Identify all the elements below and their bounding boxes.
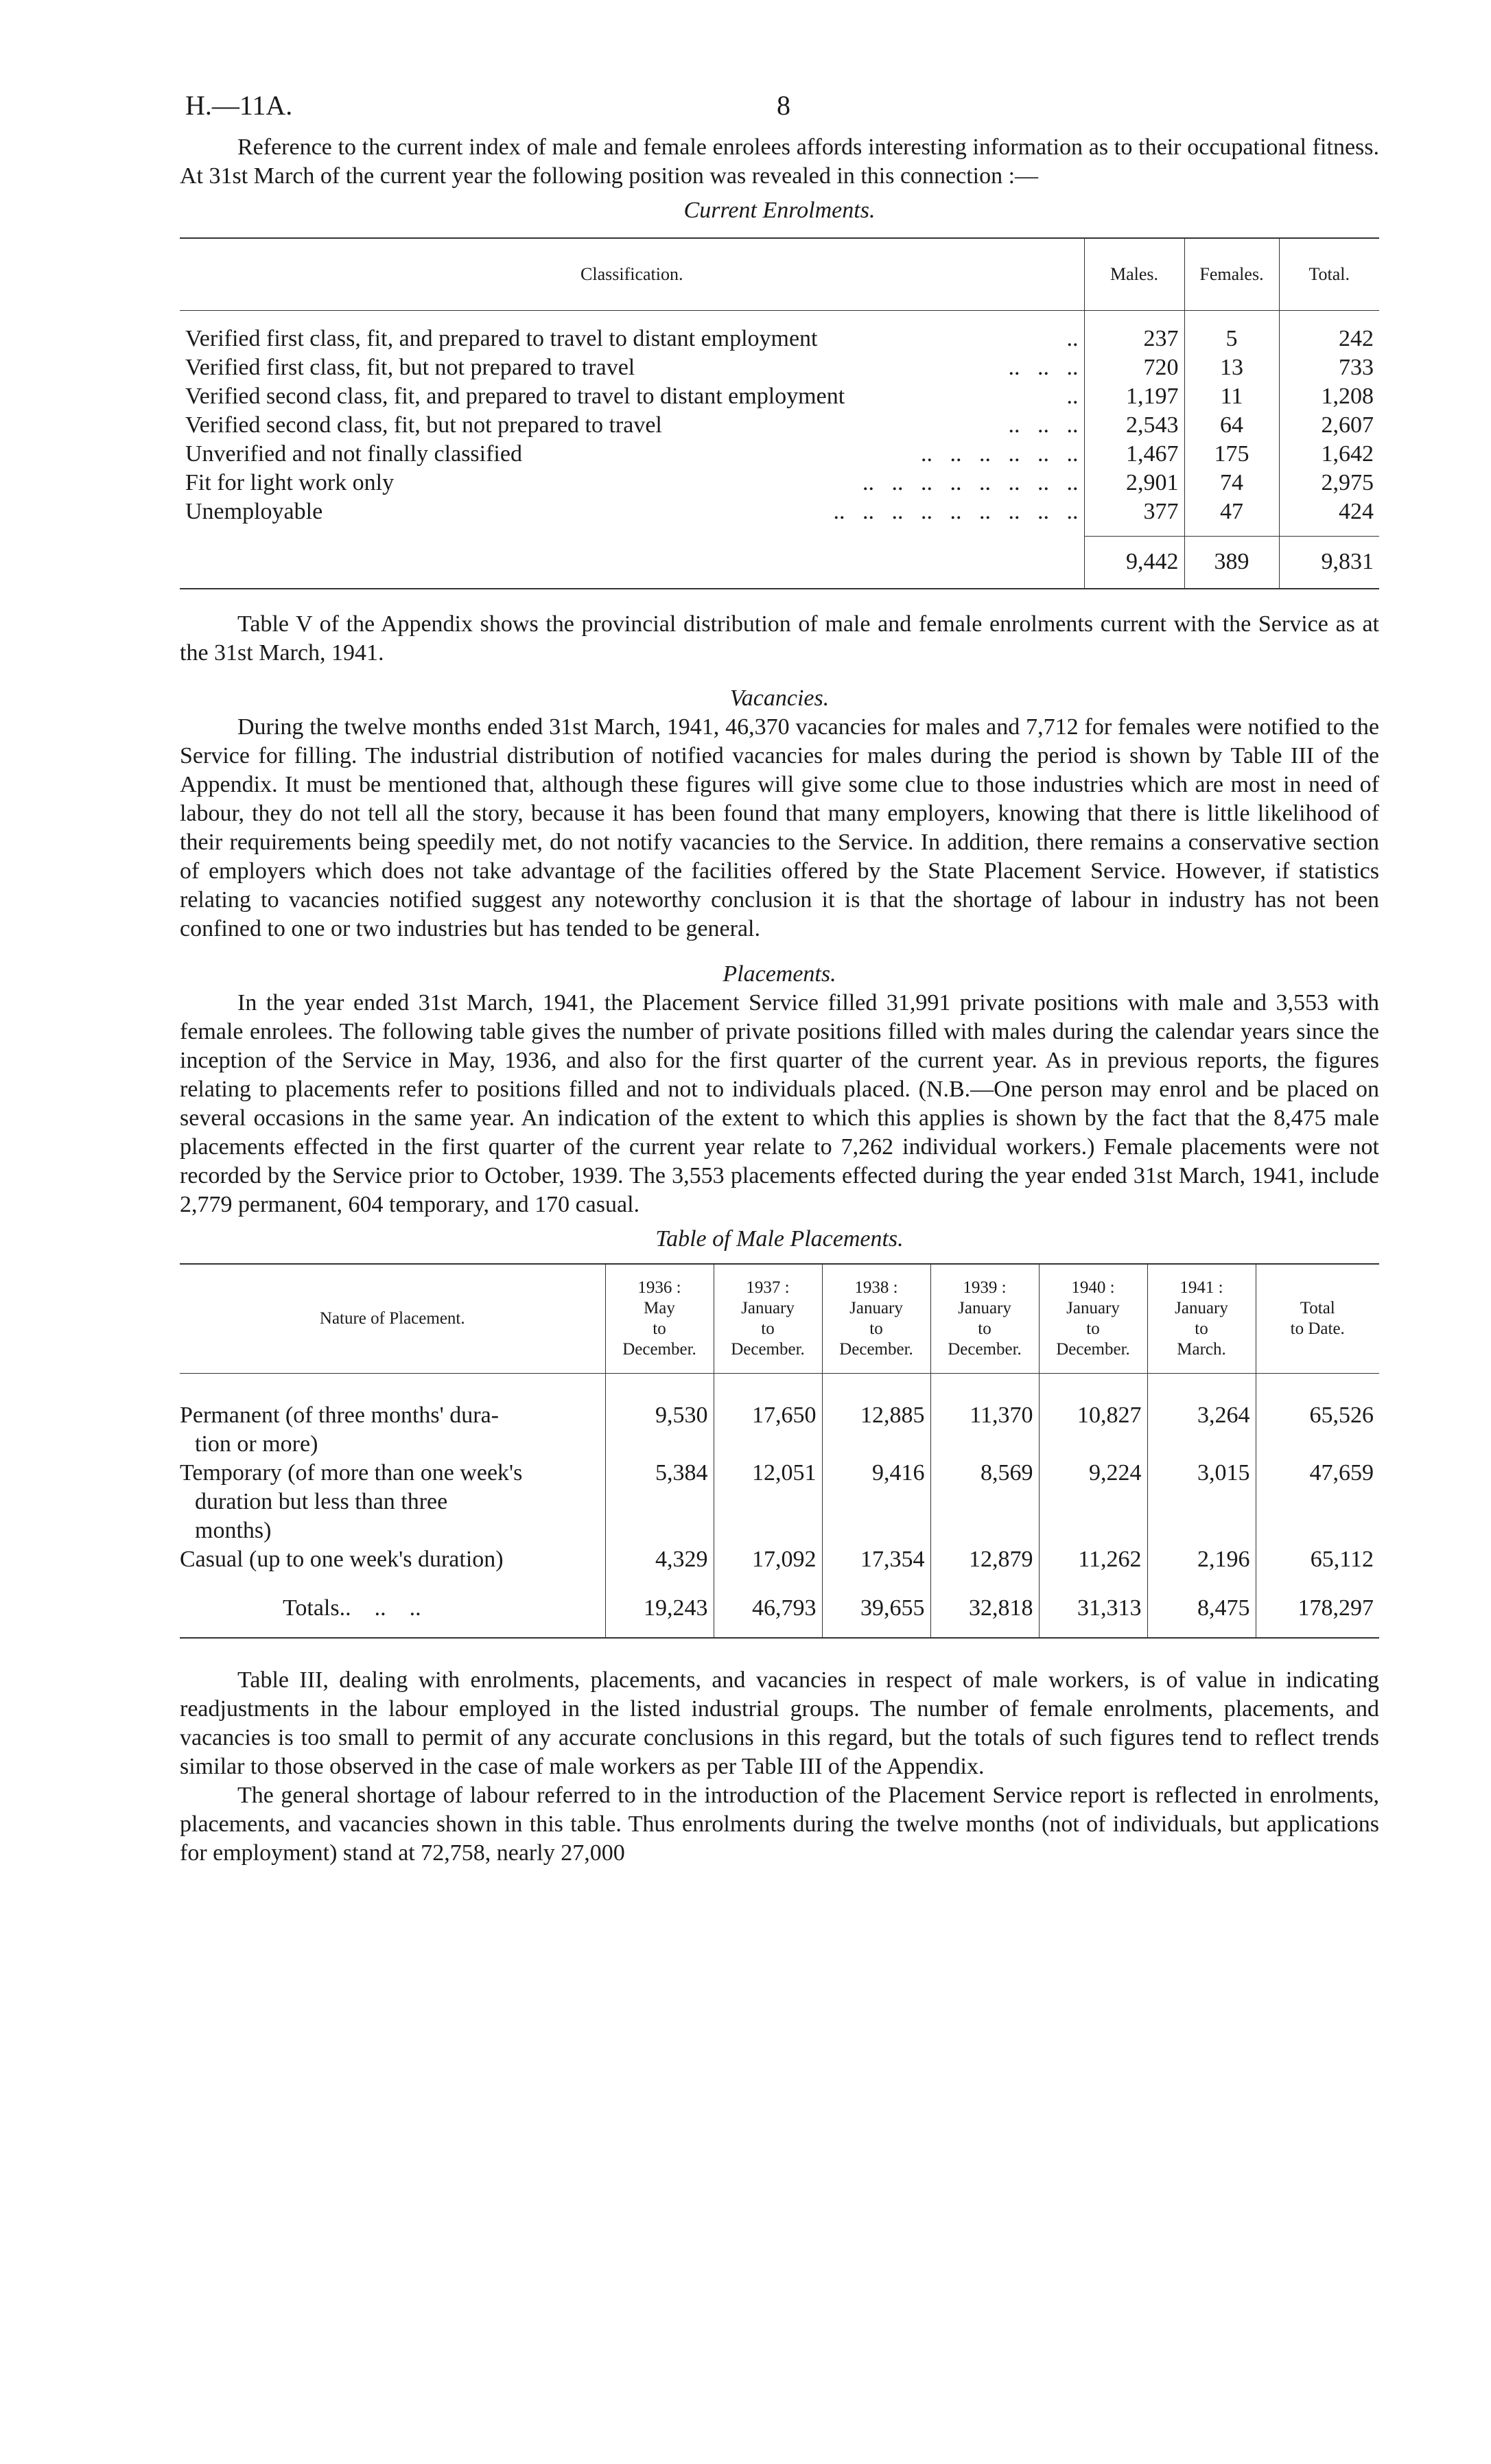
total-value: 1,642: [1279, 440, 1379, 469]
leader-dots: .. .. .. .. .. ..: [921, 441, 1079, 467]
col-year: 1940 :: [1071, 1278, 1115, 1297]
col-to: to: [869, 1319, 883, 1338]
total-1940: 31,313: [1039, 1589, 1147, 1638]
cell-1941: 3,264: [1147, 1401, 1256, 1459]
table3-paragraph: Table III, dealing with enrolments, placements, and vacancies in respect of male workers, is of value in indicating readjustments in the labour employed in the listed industrial groups. The number of female enrolments, placements, and vacancies is too small to permit of any accurate conclusions in this regard, but the totals of such figures tend to reflect trends similar to those observed in the case of male workers as per Table III of the Appendix.: [180, 1667, 1379, 1779]
leader-dots: ..: [1066, 326, 1079, 351]
label-line: tion or more): [195, 1431, 318, 1457]
cell-total: 65,526: [1256, 1401, 1379, 1459]
cell-1937: 17,092: [714, 1545, 822, 1574]
cell-1937: 17,650: [714, 1401, 822, 1459]
row-label: Verified first class, fit, and prepared to travel to distant employment: [185, 326, 818, 351]
spacer-row: [180, 311, 1379, 325]
females-value: 5: [1184, 325, 1279, 353]
cell-1940: 11,262: [1039, 1545, 1147, 1574]
table-row: [180, 325, 1379, 353]
row-label: Verified first class, fit, but not prepared to travel: [185, 355, 635, 380]
col-nature: Nature of Placement.: [180, 1264, 605, 1374]
col-until: December.: [839, 1340, 913, 1359]
males-value: 2,901: [1084, 469, 1184, 497]
table-row: [180, 411, 1379, 440]
totals-label: Totals.. .. ..: [283, 1595, 421, 1621]
col-females: Females.: [1184, 238, 1279, 311]
cell-total: 47,659: [1256, 1459, 1379, 1545]
col-from: January: [741, 1299, 795, 1317]
grand-total: 9,831: [1279, 536, 1379, 589]
row-label: Verified second class, fit, but not prepared to travel: [185, 412, 662, 438]
col-until: December.: [622, 1340, 696, 1359]
total-1936: 19,243: [605, 1589, 714, 1638]
table1-title: Current Enrolments.: [683, 198, 876, 223]
females-total: 389: [1184, 536, 1279, 589]
current-enrolments-table: [180, 237, 1379, 589]
males-value: 2,543: [1084, 411, 1184, 440]
table-row: [180, 1401, 1379, 1459]
total-value: 424: [1279, 497, 1379, 526]
col-until: December.: [1056, 1340, 1130, 1359]
cell-1940: 9,224: [1039, 1459, 1147, 1545]
col-total: Total.: [1279, 238, 1379, 311]
cell-1938: 9,416: [822, 1459, 930, 1545]
col-year: 1938 :: [854, 1278, 898, 1297]
row-label: Unemployable: [185, 499, 323, 524]
row-label: [180, 1401, 605, 1459]
total-value: 242: [1279, 325, 1379, 353]
cell-1939: 8,569: [930, 1459, 1039, 1545]
total-1938: 39,655: [822, 1589, 930, 1638]
table-row: [180, 1545, 1379, 1574]
col-classification: Classification.: [180, 238, 1084, 311]
placements-heading: Placements.: [723, 961, 836, 987]
total-1937: 46,793: [714, 1589, 822, 1638]
col-from: January: [849, 1299, 903, 1317]
spacer-row: [180, 526, 1379, 536]
cell-1936: 9,530: [605, 1401, 714, 1459]
col-males: Males.: [1084, 238, 1184, 311]
col-year: 1936 :: [637, 1278, 681, 1297]
table-row: [180, 353, 1379, 382]
col-1940: [1039, 1264, 1147, 1374]
cell-1939: 11,370: [930, 1401, 1039, 1459]
males-value: 1,467: [1084, 440, 1184, 469]
table-row: [180, 1459, 1379, 1545]
col-1938: [822, 1264, 930, 1374]
females-value: 11: [1184, 382, 1279, 411]
females-value: 47: [1184, 497, 1279, 526]
col-to: to: [1086, 1319, 1100, 1338]
total-value: 2,975: [1279, 469, 1379, 497]
col-from: January: [1066, 1299, 1120, 1317]
cell-1938: 12,885: [822, 1401, 930, 1459]
label-line: months): [195, 1518, 272, 1543]
total-value: 733: [1279, 353, 1379, 382]
col-1939: [930, 1264, 1039, 1374]
males-value: 1,197: [1084, 382, 1184, 411]
cell-1938: 17,354: [822, 1545, 930, 1574]
col-year: 1941 :: [1179, 1278, 1223, 1297]
spacer-row: [180, 1374, 1379, 1402]
cell-1941: 2,196: [1147, 1545, 1256, 1574]
females-value: 175: [1184, 440, 1279, 469]
total-value: 1,208: [1279, 382, 1379, 411]
table-row: [180, 497, 1379, 526]
females-value: 13: [1184, 353, 1279, 382]
label-line: duration but less than three: [195, 1489, 448, 1514]
cell-1939: 12,879: [930, 1545, 1039, 1574]
row-label: Unverified and not finally classified: [185, 441, 522, 467]
label-line: Temporary (of more than one week's: [180, 1460, 523, 1486]
leader-dots: .. .. ..: [1008, 355, 1079, 380]
col-1941: [1147, 1264, 1256, 1374]
table-row: [180, 440, 1379, 469]
col-year: 1939 :: [963, 1278, 1007, 1297]
col-until: December.: [948, 1340, 1022, 1359]
page-header: [180, 89, 1379, 133]
row-label: [180, 1459, 605, 1545]
leader-dots: .. .. .. .. .. .. .. .. ..: [833, 499, 1079, 524]
leader-dots: ..: [1066, 384, 1079, 409]
col-from: January: [1175, 1299, 1228, 1317]
col-until: March.: [1177, 1340, 1226, 1359]
leader-dots: .. .. ..: [1008, 412, 1079, 438]
vacancies-paragraph: During the twelve months ended 31st March, 1941, 46,370 vacancies for males and 7,712 for females were notified to the Service for filling. The industrial distribution of notified vacancies for males during the period is shown by Table III of the Appendix. It must be mentioned that, although these figures will give some clue to those industries which are most in need of labour, they do not tell all the story, because it has been found that many employers, knowing that there is little likelihood of their requirements being speedily met, do not notify vacancies to the Service. In addition, there remains a conservative section of employers which does not take advantage of the facilities offered by the State Placement Service. However, if statistics relating to vacancies notified suggest any noteworthy conclusion it is that the shortage of labour in industry has not been confined to one or two industries but has tended to be general.: [180, 714, 1379, 941]
total-1939: 32,818: [930, 1589, 1039, 1638]
label-line: Permanent (of three months' dura-: [180, 1403, 499, 1428]
vacancies-heading: Vacancies.: [729, 685, 830, 711]
females-value: 64: [1184, 411, 1279, 440]
cell-total: 65,112: [1256, 1545, 1379, 1574]
total-to-date: 178,297: [1256, 1589, 1379, 1638]
males-value: 237: [1084, 325, 1184, 353]
shortage-paragraph: The general shortage of labour referred to in the introduction of the Placement Service report is reflected in enrolments, placements, and vacancies shown in this table. Thus enrolments during the twelve months (not of individuals, but applications for employment) stand at 72,758, nearly 27,000: [180, 1783, 1379, 1866]
table2-title: Table of Male Placements.: [655, 1226, 904, 1252]
row-label: Casual (up to one week's duration): [180, 1547, 504, 1572]
col-1936: [605, 1264, 714, 1374]
table-row: [180, 469, 1379, 497]
col-total-to-date: [1256, 1264, 1379, 1374]
col-to-date-label: to Date.: [1290, 1319, 1345, 1338]
col-to: to: [978, 1319, 991, 1338]
document-code: H.—11A.: [185, 90, 293, 121]
table5-paragraph: Table V of the Appendix shows the provincial distribution of male and female enrolments current with the Service as at the 31st March, 1941.: [180, 611, 1379, 666]
totals-row: [180, 536, 1379, 589]
cell-1941: 3,015: [1147, 1459, 1256, 1545]
col-to: to: [653, 1319, 666, 1338]
col-from: January: [958, 1299, 1011, 1317]
total-value: 2,607: [1279, 411, 1379, 440]
cell-1936: 5,384: [605, 1459, 714, 1545]
page-number: 8: [777, 90, 790, 121]
male-placements-table: [180, 1263, 1379, 1639]
page: [180, 89, 1379, 1868]
placements-paragraph: In the year ended 31st March, 1941, the Placement Service filled 31,991 private positions with male and 3,553 with female enrolees. The following table gives the number of private positions filled with males during the calendar years since the inception of the Service in May, 1936, and also for the first quarter of the current year. As in previous reports, the figures relating to placements refer to positions filled and not to individuals placed. (N.B.—One person may enrol and be placed on several occasions in the same year. An indication of the extent to which this applies is shown by the fact that the 8,475 male placements effected in the first quarter of the current year relate to 7,262 individual workers.) Female placements were not recorded by the Service prior to October, 1939. The 3,553 placements effected during the year ended 31st March, 1941, include 2,779 permanent, 604 temporary, and 170 casual.: [180, 990, 1379, 1217]
row-label: Fit for light work only: [185, 470, 395, 495]
cell-1936: 4,329: [605, 1545, 714, 1574]
col-from: May: [644, 1299, 675, 1317]
table-row: [180, 382, 1379, 411]
col-to: to: [1195, 1319, 1208, 1338]
intro-paragraph: Reference to the current index of male and female enrolees affords interesting information as to their occupational fitness. At 31st March of the current year the following position was revealed in this connection :—: [180, 134, 1379, 189]
cell-1937: 12,051: [714, 1459, 822, 1545]
total-1941: 8,475: [1147, 1589, 1256, 1638]
col-year: 1937 :: [746, 1278, 790, 1297]
totals-row: [180, 1589, 1379, 1638]
col-1937: [714, 1264, 822, 1374]
leader-dots: .. .. .. .. .. .. .. ..: [862, 470, 1079, 495]
males-total: 9,442: [1084, 536, 1184, 589]
cell-1940: 10,827: [1039, 1401, 1147, 1459]
females-value: 74: [1184, 469, 1279, 497]
males-value: 377: [1084, 497, 1184, 526]
col-until: December.: [731, 1340, 805, 1359]
col-to: to: [761, 1319, 775, 1338]
row-label: Verified second class, fit, and prepared to travel to distant employment: [185, 384, 845, 409]
males-value: 720: [1084, 353, 1184, 382]
col-total-label: Total: [1300, 1299, 1335, 1317]
spacer-row: [180, 1574, 1379, 1589]
